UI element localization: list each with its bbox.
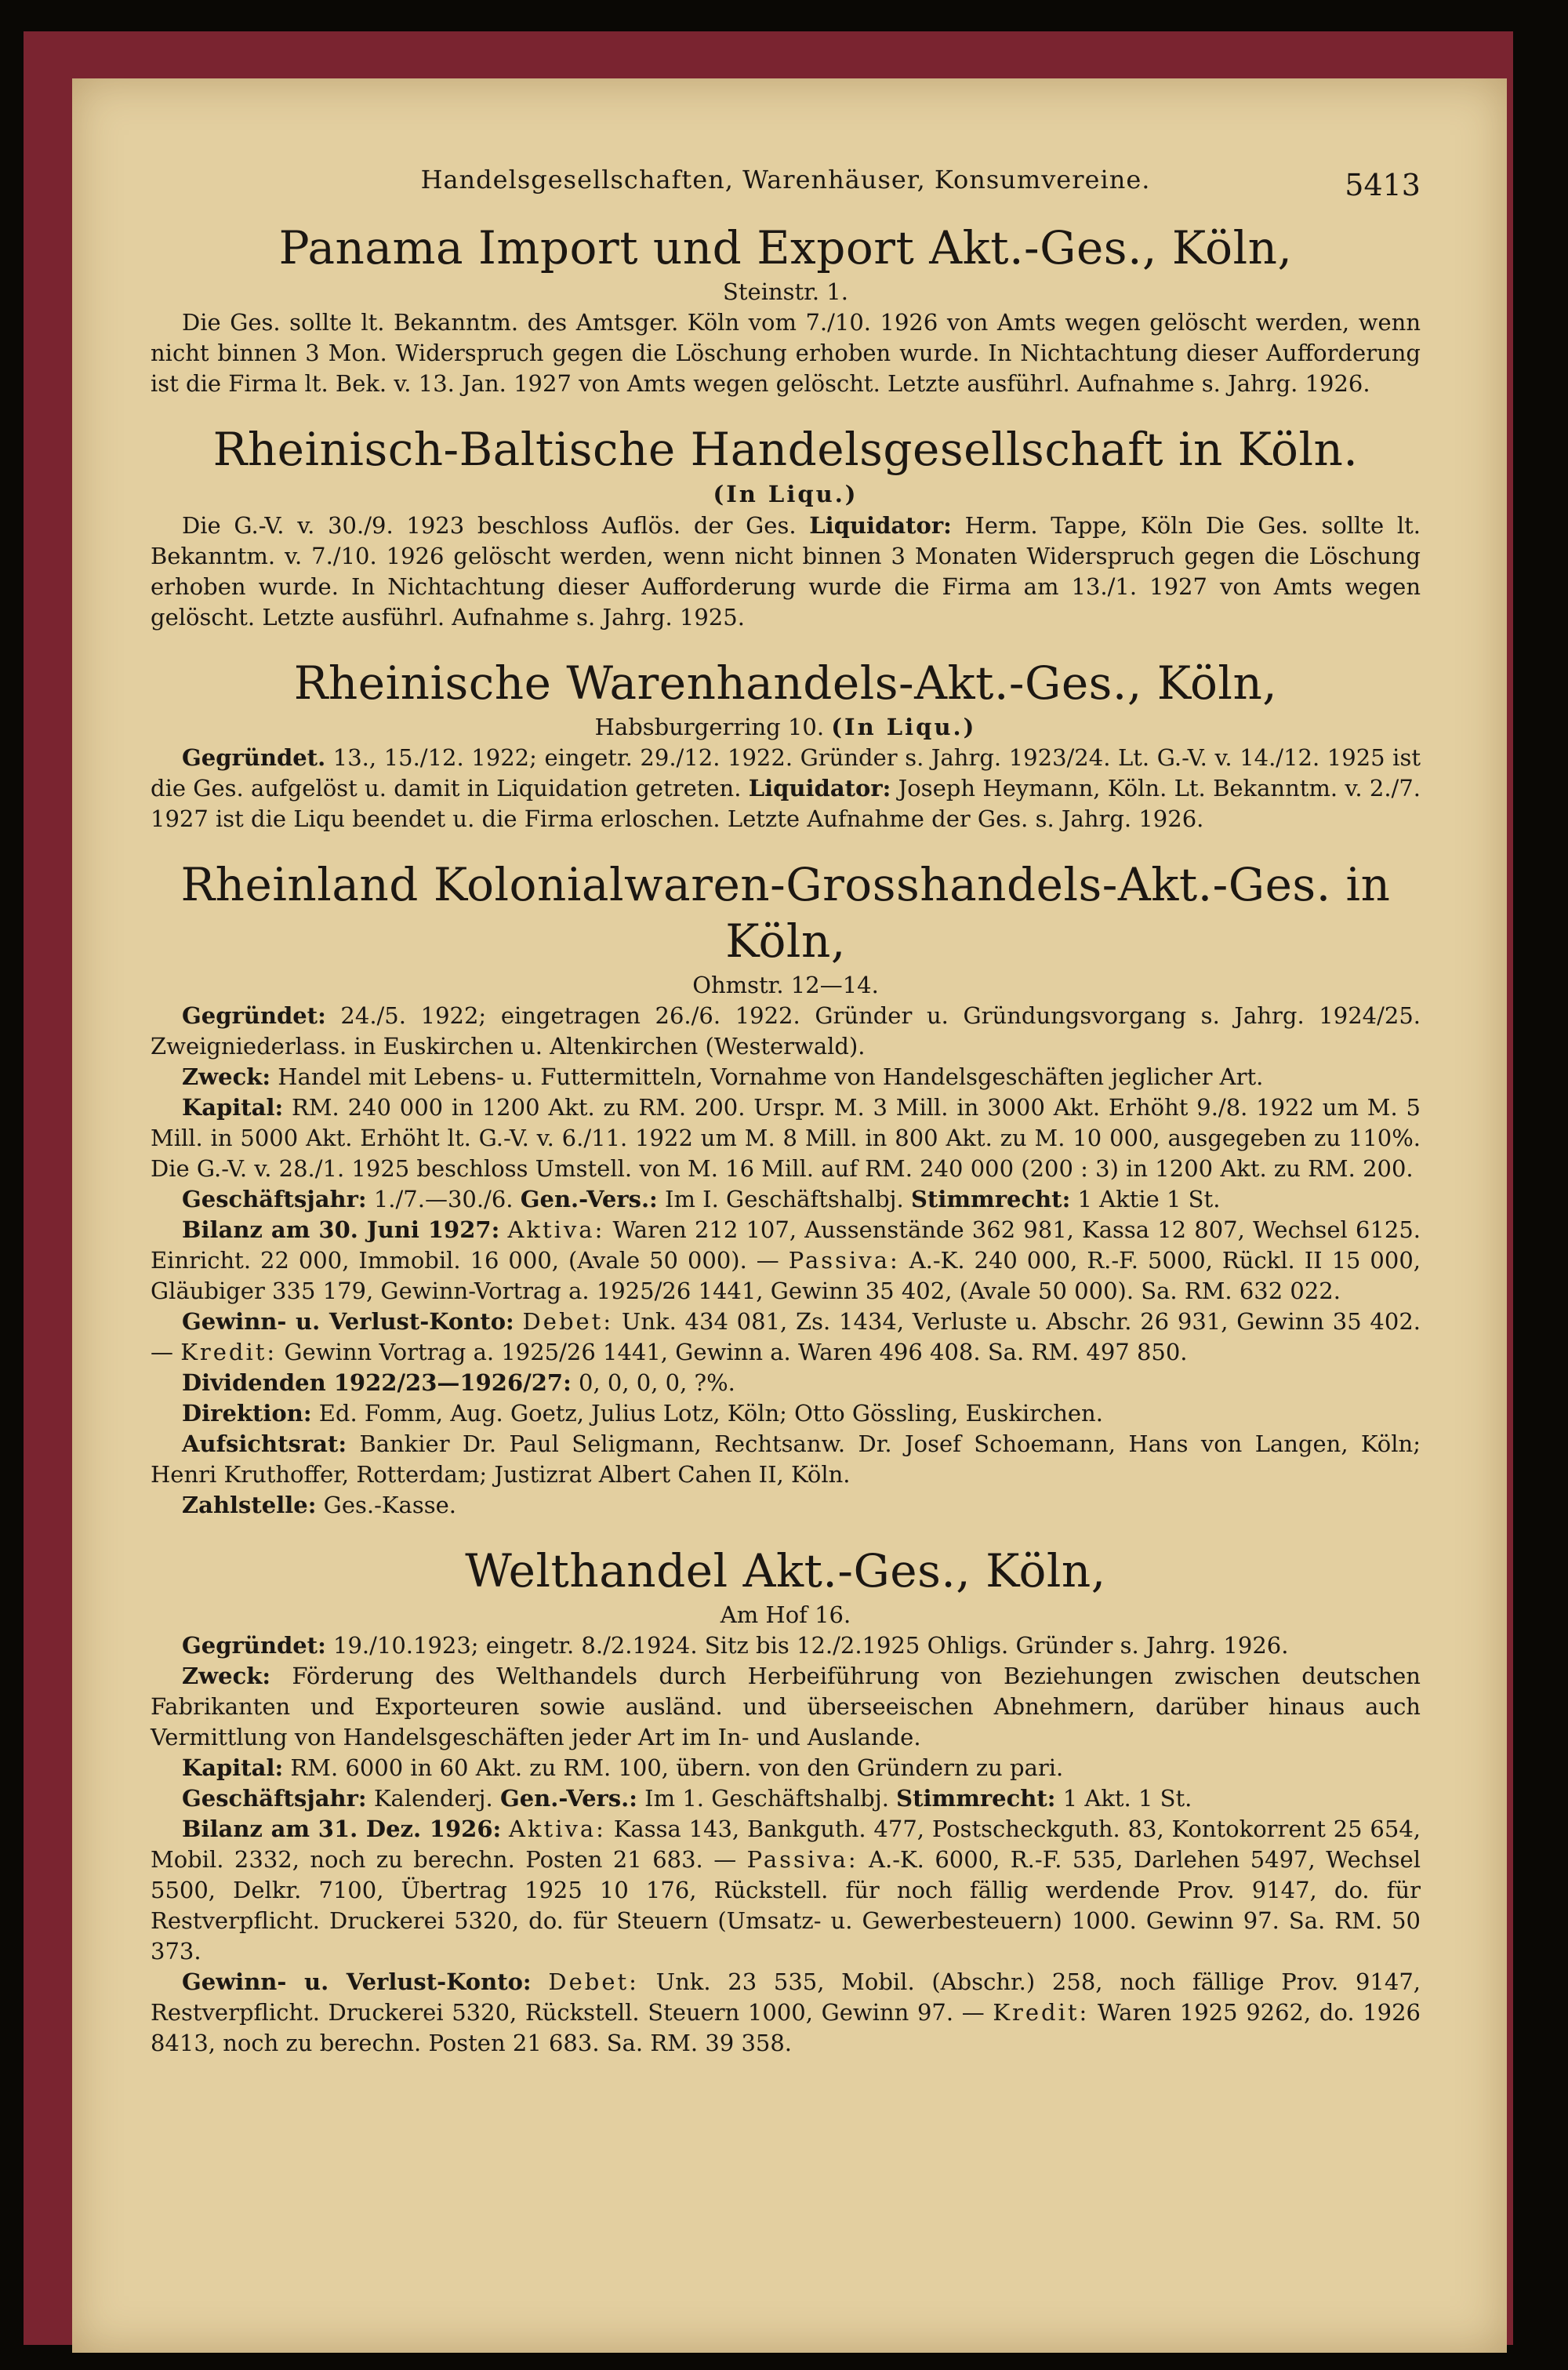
entry-welthandel — [151, 1543, 1421, 2059]
book-page — [72, 78, 1507, 2353]
label: Geschäftsjahr: — [182, 1785, 367, 1812]
text: Unk. 23 535, Mobil. (Abschr.) 258, noch fällige Prov. 9147, Restverpflicht. Druckerei 5320, Rückstell. Steuern 1000, Gewinn 97. — — [151, 1968, 1421, 2026]
text: Unk. 434 081, Zs. 1434, Verluste u. Abschr. 26 931, Gewinn 35 402. — — [151, 1308, 1421, 1365]
text: 0, 0, 0, 0, ?%. — [571, 1369, 735, 1396]
text: Kassa 143, Bankguth. 477, Postscheckguth. 83, Kontokorrent 25 654, Mobil. 2332, noch zu berechn. Posten 21 683. — — [151, 1816, 1421, 1873]
label: Gewinn- u. Verlust-Konto: — [182, 1308, 514, 1335]
entry-address: Ohmstr. 12—14. — [692, 972, 879, 998]
label: Kapital: — [182, 1094, 284, 1121]
text: Waren 1925 9262, do. 1926 8413, noch zu berechn. Posten 21 683. Sa. RM. 39 358. — [151, 1999, 1421, 2056]
text: Gewinn Vortrag a. 1925/26 1441, Gewinn a. Waren 496 408. Sa. RM. 497 850. — [277, 1339, 1188, 1365]
zweck-paragraph — [151, 1661, 1421, 1753]
label-liquidator: Liquidator: — [748, 775, 891, 802]
label: Gegründet: — [182, 1632, 326, 1659]
zweck-paragraph — [151, 1062, 1421, 1092]
page-content — [151, 165, 1421, 2059]
label: Bilanz am 31. Dez. 1926: — [182, 1816, 502, 1842]
running-head — [151, 165, 1421, 220]
entry-rheinland-kolonialwaren — [151, 856, 1421, 1521]
entry-rheinische-warenhandels — [151, 655, 1421, 834]
entry-title: Welthandel Akt.-Ges., Köln, — [465, 1544, 1106, 1598]
kapital-paragraph — [151, 1092, 1421, 1184]
entry-paragraph — [151, 743, 1421, 834]
text: RM. 6000 in 60 Akt. zu RM. 100, übern. von den Gründern zu pari. — [283, 1754, 1064, 1781]
label-gegruendet: Gegründet. — [182, 744, 326, 771]
text: 1 Aktie 1 St. — [1070, 1186, 1221, 1212]
label: Zweck: — [182, 1063, 271, 1090]
entry-address-line — [151, 711, 1421, 743]
label-kredit: Kredit: — [180, 1339, 278, 1365]
label: Zweck: — [182, 1663, 271, 1689]
text: RM. 240 000 in 1200 Akt. zu RM. 200. Urspr. M. 3 Mill. in 3000 Akt. Erhöht 9./8. 1922 um M. 5 Mill. in 5000 Akt. Erhöht lt. G.-V. v. 6./11. 1922 um M. 8 Mill. in 800 Akt. zu M. 10 000, ausgegeben zu 110%. Die G.-V. v. 28./1. 1925 beschloss Umstell. von M. 16 Mill. auf RM. 240 000 (200 : 3) in 1200 Akt. zu RM. 200. — [151, 1094, 1421, 1182]
liquidation-note: (In Liqu.) — [713, 481, 858, 507]
bilanz-paragraph — [151, 1215, 1421, 1307]
geschaeftsjahr-paragraph — [151, 1783, 1421, 1814]
label: Geschäftsjahr: — [182, 1186, 367, 1212]
guv-paragraph — [151, 1307, 1421, 1368]
label: Stimmrecht: — [910, 1186, 1071, 1212]
text: Kalenderj. — [366, 1785, 500, 1812]
guv-paragraph — [151, 1967, 1421, 2059]
label-kredit: Kredit: — [993, 1999, 1090, 2026]
label: Bilanz am 30. Juni 1927: — [182, 1216, 500, 1243]
entry-title: Rheinisch-Baltische Handelsgesellschaft in Köln. — [212, 423, 1359, 476]
text: A.-K. 240 000, R.-F. 5000, Rückl. II 15 000, Gläubiger 335 179, Gewinn-Vortrag a. 1925/26 1441, Gewinn 35 402, (Avale 50 000). Sa. RM. 632 022. — [151, 1247, 1421, 1304]
label: Dividenden 1922/23—1926/27: — [182, 1369, 572, 1396]
text: Im 1. Geschäftshalbj. — [637, 1785, 897, 1812]
text: Die G.-V. v. 30./9. 1923 beschloss Auflös. der Ges. — [182, 512, 810, 539]
text: Waren 212 107, Aussenstände 362 981, Kassa 12 807, Wechsel 6125. Einricht. 22 000, Immobil. 16 000, (Avale 50 000). — — [151, 1216, 1421, 1274]
text: Förderung des Welthandels durch Herbeiführung von Beziehungen zwischen deutschen Fabrikanten und Exporteuren sowie ausländ. und überseeischen Abnehmern, darüber hinaus auch Vermittlung von Handelsgeschäften jeder Art im In- und Auslande. — [151, 1663, 1421, 1750]
label-aktiva: Aktiva: — [509, 1816, 606, 1842]
direktion-paragraph — [151, 1398, 1421, 1429]
entry-title: Panama Import und Export Akt.-Ges., Köln, — [278, 221, 1293, 274]
label-aktiva: Aktiva: — [507, 1216, 605, 1243]
text: 1 Akt. 1 St. — [1055, 1785, 1192, 1812]
entry-paragraph — [151, 511, 1421, 633]
label-passiva: Passiva: — [788, 1247, 900, 1274]
gegruendet-paragraph — [151, 1630, 1421, 1661]
running-title: Handelsgesellschaften, Warenhäuser, Konsumvereine. — [420, 165, 1151, 194]
entry-address: Habsburgerring 10. — [594, 714, 825, 740]
label: Gen.-Vers.: — [520, 1186, 658, 1212]
zahlstelle-paragraph — [151, 1490, 1421, 1521]
label: Zahlstelle: — [182, 1492, 317, 1518]
text: 1./7.—30./6. — [366, 1186, 521, 1212]
liquidation-note: (In Liqu.) — [831, 714, 977, 740]
entry-rheinisch-baltische — [151, 421, 1421, 633]
geschaeftsjahr-paragraph — [151, 1184, 1421, 1215]
entry-title: Rheinland Kolonialwaren-Grosshandels-Akt.-Ges. in Köln, — [180, 858, 1391, 968]
text: Ed. Fomm, Aug. Goetz, Julius Lotz, Köln; Otto Gössling, Euskirchen. — [311, 1400, 1103, 1427]
text: Bankier Dr. Paul Seligmann, Rechtsanw. Dr. Josef Schoemann, Hans von Langen, Köln; Henri Kruthoffer, Rotterdam; Justizrat Albert Cahen II, Köln. — [151, 1430, 1421, 1488]
label: Stimmrecht: — [896, 1785, 1056, 1812]
label-liquidator: Liquidator: — [809, 512, 952, 539]
label: Gen.-Vers.: — [499, 1785, 637, 1812]
entry-paragraph: Die Ges. sollte lt. Bekanntm. des Amtsger. Köln vom 7./10. 1926 von Amts wegen gelöscht werden, wenn nicht binnen 3 Mon. Widerspruch gegen die Löschung erhoben wurde. In Nichtachtung dieser Aufforderung ist die Firma lt. Bek. v. 13. Jan. 1927 von Amts wegen gelöscht. Letzte ausführl. Aufnahme s. Jahrg. 1926. — [151, 309, 1421, 397]
text: A.-K. 6000, R.-F. 535, Darlehen 5497, Wechsel 5500, Delkr. 7100, Übertrag 1925 10 176, Rückstell. für noch fällig werdende Prov. 9147, do. für Restverpflicht. Druckerei 5320, do. für Steuern (Umsatz- u. Gewerbesteuern) 1000. Gewinn 97. Sa. RM. 50 373. — [151, 1846, 1421, 1965]
bilanz-paragraph — [151, 1814, 1421, 1967]
entry-address: Am Hof 16. — [720, 1601, 851, 1628]
text: Joseph Heymann, Köln. Lt. Bekanntm. v. 2./7. 1927 ist die Liqu beendet u. die Firma erloschen. Letzte Aufnahme der Ges. s. Jahrg. 1926. — [151, 775, 1421, 832]
text: Im I. Geschäftshalbj. — [657, 1186, 911, 1212]
label-debet: Debet: — [522, 1308, 614, 1335]
entry-address: Steinstr. 1. — [723, 278, 848, 305]
label: Gegründet: — [182, 1002, 326, 1029]
text: Herm. Tappe, Köln Die Ges. sollte lt. Bekanntm. v. 7./10. 1926 gelöscht werden, wenn nicht binnen 3 Monaten Widerspruch gegen die Löschung erhoben wurde. In Nichtachtung dieser Aufforderung wurde die Firma am 13./1. 1927 von Amts wegen gelöscht. Letzte ausführl. Aufnahme s. Jahrg. 1925. — [151, 512, 1421, 631]
label-passiva: Passiva: — [746, 1846, 858, 1873]
label-debet: Debet: — [548, 1968, 639, 1995]
aufsichtsrat-paragraph — [151, 1429, 1421, 1490]
text: 24./5. 1922; eingetragen 26./6. 1922. Gründer u. Gründungsvorgang s. Jahrg. 1924/25. Zweigniederlass. in Euskirchen u. Altenkirchen (Westerwald). — [151, 1002, 1421, 1060]
text: 19./10.1923; eingetr. 8./2.1924. Sitz bis 12./2.1925 Ohligs. Gründer s. Jahrg. 1926. — [325, 1632, 1289, 1659]
kapital-paragraph — [151, 1753, 1421, 1783]
label: Gewinn- u. Verlust-Konto: — [182, 1968, 532, 1995]
text: Handel mit Lebens- u. Futtermitteln, Vornahme von Handelsgeschäften jeglicher Art. — [270, 1063, 1264, 1090]
label: Kapital: — [182, 1754, 284, 1781]
entry-panama — [151, 220, 1421, 399]
gegruendet-paragraph — [151, 1001, 1421, 1062]
text: 13., 15./12. 1922; eingetr. 29./12. 1922. Gründer s. Jahrg. 1923/24. Lt. G.-V. v. 14./12. 1925 ist die Ges. aufgelöst u. damit in Liquidation getreten. — [151, 744, 1421, 802]
text: Ges.-Kasse. — [316, 1492, 456, 1518]
label: Aufsichtsrat: — [182, 1430, 347, 1457]
page-number: 5413 — [1345, 168, 1421, 202]
entry-title: Rheinische Warenhandels-Akt.-Ges., Köln, — [293, 656, 1278, 710]
dividenden-paragraph — [151, 1368, 1421, 1398]
label: Direktion: — [182, 1400, 312, 1427]
